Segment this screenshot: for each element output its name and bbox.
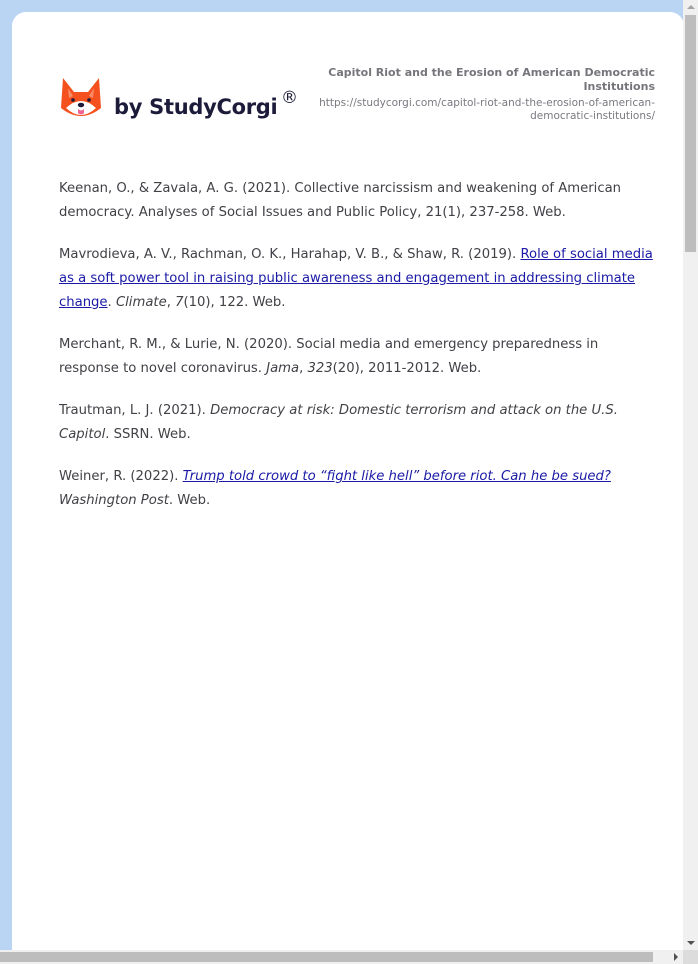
reference-text: Keenan, O., & Zavala, A. G. (2021). Collective narcissism and weakening of American democracy. Analyses of Social Issues and Public Policy, 21(1), 237-258. Web. — [59, 181, 622, 220]
reference-text: (10), 122. Web. — [183, 295, 286, 310]
page-header — [12, 12, 683, 162]
reference-item — [59, 333, 659, 381]
scroll-up-button[interactable] — [683, 0, 698, 14]
reference-item — [59, 177, 659, 225]
scroll-right-button[interactable] — [668, 950, 683, 964]
separator: , — [299, 361, 308, 376]
reference-list — [59, 177, 659, 531]
logo-text: by StudyCorgi — [114, 95, 278, 119]
reference-link-text[interactable]: Trump told crowd to “fight like hell” before riot. Can he be sued? — [182, 469, 611, 484]
arrow-up-icon — [687, 5, 695, 9]
document-page — [12, 12, 683, 950]
document-title: Capitol Riot and the Erosion of American Democratic Institutions — [328, 66, 655, 93]
journal-name: Washington Post — [59, 493, 169, 508]
reference-text: Weiner, R. (2022). — [59, 469, 183, 484]
scrollbar-corner — [683, 950, 698, 964]
vertical-scroll-thumb[interactable] — [685, 15, 696, 252]
reference-link[interactable]: Role of social media as a soft power tool in raising public awareness and engagement in addressing climate change — [59, 247, 653, 310]
studycorgi-logo[interactable] — [60, 76, 298, 120]
arrow-right-icon — [674, 953, 678, 961]
scroll-down-button[interactable] — [683, 936, 698, 950]
separator: , — [166, 295, 176, 310]
journal-name: Jama — [266, 361, 300, 376]
horizontal-scrollbar[interactable] — [0, 950, 683, 964]
reference-text: Merchant, R. M., & Lurie, N. (2020). Social media and emergency preparedness in response to novel coronavirus. — [59, 337, 599, 376]
corgi-logo-icon — [60, 76, 102, 120]
reference-link[interactable] — [183, 469, 611, 484]
reference-item — [59, 243, 659, 315]
reference-title: Democracy at risk: Domestic terrorism and attack on the U.S. Capitol — [59, 403, 618, 442]
reference-text: . Web. — [168, 493, 211, 508]
journal-volume: 7 — [175, 295, 184, 310]
reference-text: . SSRN. Web. — [105, 427, 191, 442]
horizontal-scroll-thumb[interactable] — [0, 952, 653, 962]
document-url: https://studycorgi.com/capitol-riot-and-the-erosion-of-american-democratic-institutions/ — [319, 97, 655, 122]
journal-name: Climate — [115, 295, 167, 310]
reference-item — [59, 399, 659, 447]
vertical-scrollbar[interactable] — [683, 0, 698, 950]
reference-item — [59, 465, 659, 513]
registered-mark: ® — [281, 88, 298, 108]
reference-text: Trautman, L. J. (2021). — [59, 403, 211, 418]
reference-text: (20), 2011-2012. Web. — [332, 361, 482, 376]
journal-volume: 323 — [307, 361, 333, 376]
document-meta — [315, 66, 655, 123]
separator: . — [107, 295, 116, 310]
arrow-down-icon — [687, 941, 695, 945]
reference-text: Mavrodieva, A. V., Rachman, O. K., Harahap, V. B., & Shaw, R. (2019). — [59, 247, 521, 262]
